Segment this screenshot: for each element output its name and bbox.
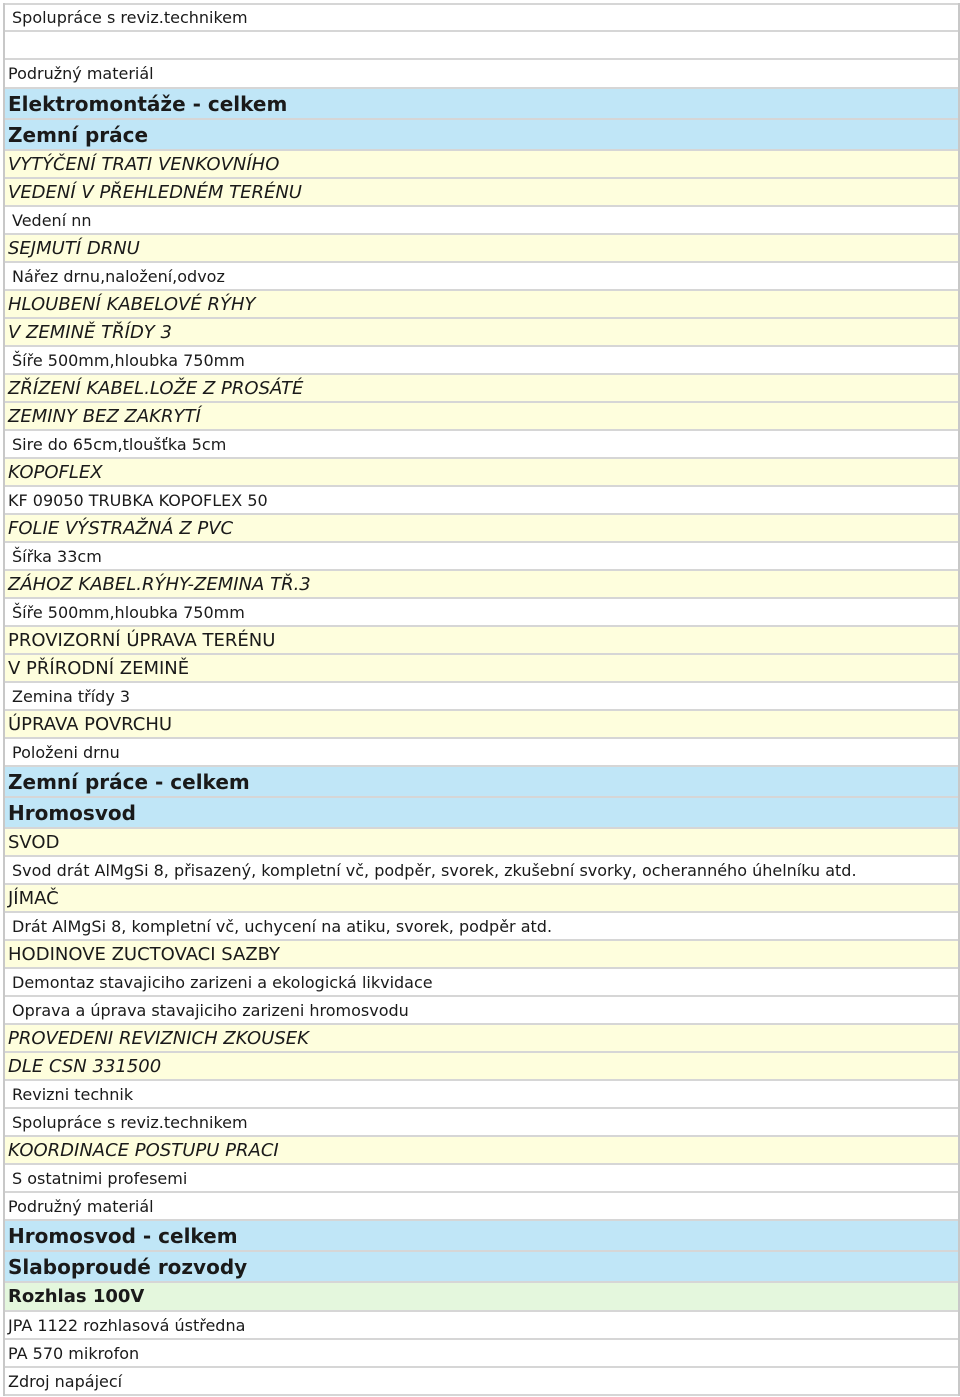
- description-row[interactable]: [5, 739, 958, 767]
- item-row[interactable]: [5, 655, 958, 683]
- description-row[interactable]: [5, 1081, 958, 1109]
- description-row[interactable]: [5, 1109, 958, 1137]
- cell-text: Spolupráce s reviz.technikem: [12, 8, 248, 27]
- description-row[interactable]: [5, 60, 958, 89]
- section-heading-row[interactable]: [5, 1252, 958, 1283]
- description-row[interactable]: [5, 969, 958, 997]
- cell-text: Hromosvod - celkem: [8, 1223, 238, 1248]
- cell-text: KOORDINACE POSTUPU PRACI: [8, 1139, 279, 1161]
- item-row[interactable]: [5, 515, 958, 543]
- cell-text: Rozhlas 100V: [8, 1286, 145, 1307]
- cell-text: KF 09050 TRUBKA KOPOFLEX 50: [8, 490, 268, 510]
- description-row[interactable]: [5, 1165, 958, 1193]
- description-row[interactable]: [5, 683, 958, 711]
- cell-text: Zdroj napájecí: [8, 1371, 123, 1391]
- item-row[interactable]: [5, 829, 958, 857]
- cell-text: Drát AlMgSi 8, kompletní vč, uchycení na atiku, svorek, podpěr atd.: [12, 916, 553, 936]
- description-row[interactable]: [5, 263, 958, 291]
- cell-text: Vedení nn: [12, 210, 92, 230]
- item-row[interactable]: [5, 403, 958, 431]
- description-row[interactable]: [5, 431, 958, 459]
- item-row[interactable]: [5, 291, 958, 319]
- section-heading-row[interactable]: [5, 1221, 958, 1252]
- cell-text: Elektromontáže - celkem: [8, 91, 288, 116]
- description-row[interactable]: [5, 997, 958, 1025]
- item-row[interactable]: [5, 179, 958, 207]
- cell-text: S ostatnimi profesemi: [12, 1168, 188, 1188]
- description-row[interactable]: [5, 207, 958, 235]
- cell-text: Demontaz stavajiciho zarizeni a ekologická likvidace: [12, 972, 433, 992]
- cell-text: Svod drát AlMgSi 8, přisazený, kompletní vč, podpěr, svorek, zkušební svorky, ocheranného úhelníku atd.: [12, 860, 857, 880]
- cell-text: V PŘÍRODNÍ ZEMINĚ: [8, 657, 190, 679]
- cell-text: ZEMINY BEZ ZAKRYTÍ: [8, 405, 201, 427]
- cell-text: SEJMUTÍ DRNU: [8, 237, 140, 259]
- item-row[interactable]: [5, 885, 958, 913]
- description-row[interactable]: [5, 1193, 958, 1221]
- description-row[interactable]: [5, 1312, 958, 1340]
- cell-text: Šíře 500mm,hloubka 750mm: [12, 602, 245, 622]
- description-row[interactable]: [5, 3, 958, 32]
- section-heading-row[interactable]: [5, 89, 958, 120]
- description-row[interactable]: [5, 913, 958, 941]
- item-row[interactable]: [5, 375, 958, 403]
- item-row[interactable]: [5, 319, 958, 347]
- item-row[interactable]: [5, 941, 958, 969]
- spreadsheet-table: [3, 3, 960, 1396]
- cell-text: FOLIE VÝSTRAŽNÁ Z PVC: [8, 517, 234, 539]
- cell-text: V ZEMINĚ TŘÍDY 3: [8, 321, 172, 343]
- item-row[interactable]: [5, 151, 958, 179]
- cell-text: HODINOVE ZUCTOVACI SAZBY: [8, 943, 281, 965]
- cell-text: Podružný materiál: [8, 1196, 154, 1216]
- subsection-heading-row[interactable]: [5, 1283, 958, 1312]
- section-heading-row[interactable]: [5, 767, 958, 798]
- item-row[interactable]: [5, 1053, 958, 1081]
- cell-text: HLOUBENÍ KABELOVÉ RÝHY: [8, 293, 256, 315]
- cell-text: Šíře 500mm,hloubka 750mm: [12, 350, 245, 370]
- cell-text: Šířka 33cm: [12, 546, 102, 566]
- cell-text: PA 570 mikrofon: [8, 1343, 140, 1363]
- cell-text: ZŘÍZENÍ KABEL.LOŽE Z PROSÁTÉ: [8, 377, 304, 399]
- description-row[interactable]: [5, 1340, 958, 1368]
- cell-text: PROVEDENI REVIZNICH ZKOUSEK: [8, 1027, 309, 1049]
- item-row[interactable]: [5, 1025, 958, 1053]
- description-row[interactable]: [5, 543, 958, 571]
- section-heading-row[interactable]: [5, 798, 958, 829]
- item-row[interactable]: [5, 459, 958, 487]
- cell-text: JPA 1122 rozhlasová ústředna: [8, 1315, 246, 1335]
- cell-text: Položeni drnu: [12, 742, 120, 762]
- cell-text: Slaboproudé rozvody: [8, 1254, 248, 1279]
- cell-text: Nářez drnu,naložení,odvoz: [12, 266, 225, 286]
- cell-text: Oprava a úprava stavajiciho zarizeni hromosvodu: [12, 1000, 409, 1020]
- section-heading-row[interactable]: [5, 120, 958, 151]
- cell-text: PROVIZORNÍ ÚPRAVA TERÉNU: [8, 629, 276, 651]
- description-row[interactable]: [5, 487, 958, 515]
- cell-text: Zemní práce - celkem: [8, 769, 250, 794]
- cell-text: JÍMAČ: [8, 887, 59, 909]
- description-row[interactable]: [5, 1368, 958, 1396]
- cell-text: Sire do 65cm,tloušťka 5cm: [12, 434, 227, 454]
- item-row[interactable]: [5, 571, 958, 599]
- description-row[interactable]: [5, 347, 958, 375]
- cell-text: Podružný materiál: [8, 64, 154, 83]
- cell-text: ZÁHOZ KABEL.RÝHY-ZEMINA TŘ.3: [8, 573, 311, 595]
- description-row[interactable]: [5, 857, 958, 885]
- cell-text: Zemní práce: [8, 122, 149, 147]
- cell-text: Revizni technik: [12, 1084, 134, 1104]
- cell-text: Spolupráce s reviz.technikem: [12, 1112, 248, 1132]
- cell-text: ÚPRAVA POVRCHU: [8, 713, 173, 735]
- item-row[interactable]: [5, 627, 958, 655]
- item-row[interactable]: [5, 235, 958, 263]
- cell-text: Hromosvod: [8, 800, 136, 825]
- cell-text: Zemina třídy 3: [12, 686, 131, 706]
- item-row[interactable]: [5, 711, 958, 739]
- description-row[interactable]: [5, 599, 958, 627]
- cell-text: KOPOFLEX: [8, 461, 103, 483]
- item-row[interactable]: [5, 1137, 958, 1165]
- cell-text: VEDENÍ V PŘEHLEDNÉM TERÉNU: [8, 181, 302, 203]
- cell-text: SVOD: [8, 831, 60, 853]
- cell-text: VYTÝČENÍ TRATI VENKOVNÍHO: [8, 153, 280, 175]
- empty-row[interactable]: [5, 32, 958, 60]
- cell-text: DLE CSN 331500: [8, 1055, 162, 1077]
